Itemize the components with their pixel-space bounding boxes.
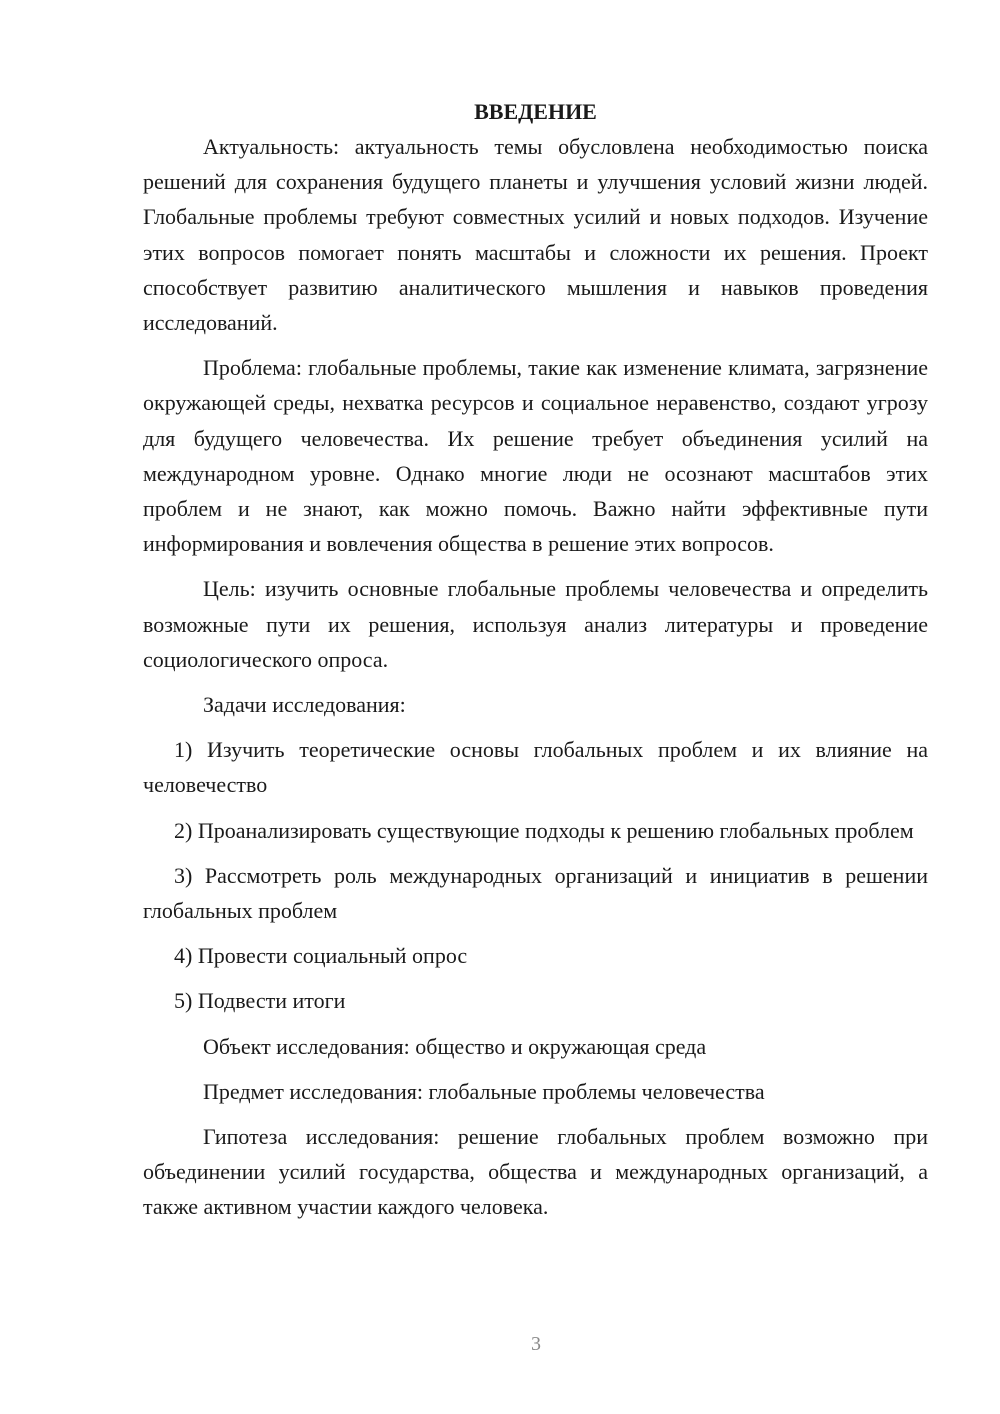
task-item-3: 3) Рассмотреть роль международных организаций и инициатив в решении глобальных проблем	[143, 862, 928, 924]
paragraph-problem: Проблема: глобальные проблемы, такие как изменение климата, загрязнение окружающей среды, нехватка ресурсов и социальное неравенство, создают угрозу для будущего человечества. Их решение требует объединения усилий на международном уровне. Однако многие люди не осознают масштабов этих проблем и не знают, как можно помочь. Важно найти эффективные пути информирования и вовлечения общества в решение этих вопросов.	[143, 355, 928, 557]
page-number: 3	[531, 1333, 541, 1355]
paragraph-relevance: Актуальность: актуальность темы обусловлена необходимостью поиска решений для сохранения будущего планеты и улучшения условий жизни людей. Глобальные проблемы требуют совместных усилий и новых подходов. Изучение этих вопросов помогает понять масштабы и сложности их решения. Проект способствует развитию аналитического мышления и навыков проведения исследований.	[143, 134, 928, 336]
task-item-4: 4) Провести социальный опрос	[174, 943, 468, 969]
tasks-heading: Задачи исследования:	[203, 692, 406, 718]
task-item-1: 1) Изучить теоретические основы глобальных проблем и их влияние на человечество	[143, 737, 928, 798]
page-title: ВВЕДЕНИЕ	[474, 99, 597, 124]
task-item-5: 5) Подвести итоги	[174, 988, 346, 1014]
task-item-2: 2) Проанализировать существующие подходы к решению глобальных проблем	[174, 817, 914, 843]
paragraph-hypothesis: Гипотеза исследования: решение глобальных проблем возможно при объединении усилий государства, общества и международных организаций, а также активном участии каждого человека.	[143, 1124, 928, 1220]
document-body	[143, 94, 928, 1225]
paragraph-object: Объект исследования: общество и окружающая среда	[203, 1033, 707, 1059]
paragraph-subject: Предмет исследования: глобальные проблемы человечества	[203, 1078, 765, 1104]
paragraph-goal: Цель: изучить основные глобальные проблемы человечества и определить возможные пути их решения, используя анализ литературы и проведение социологического опроса.	[143, 576, 928, 672]
